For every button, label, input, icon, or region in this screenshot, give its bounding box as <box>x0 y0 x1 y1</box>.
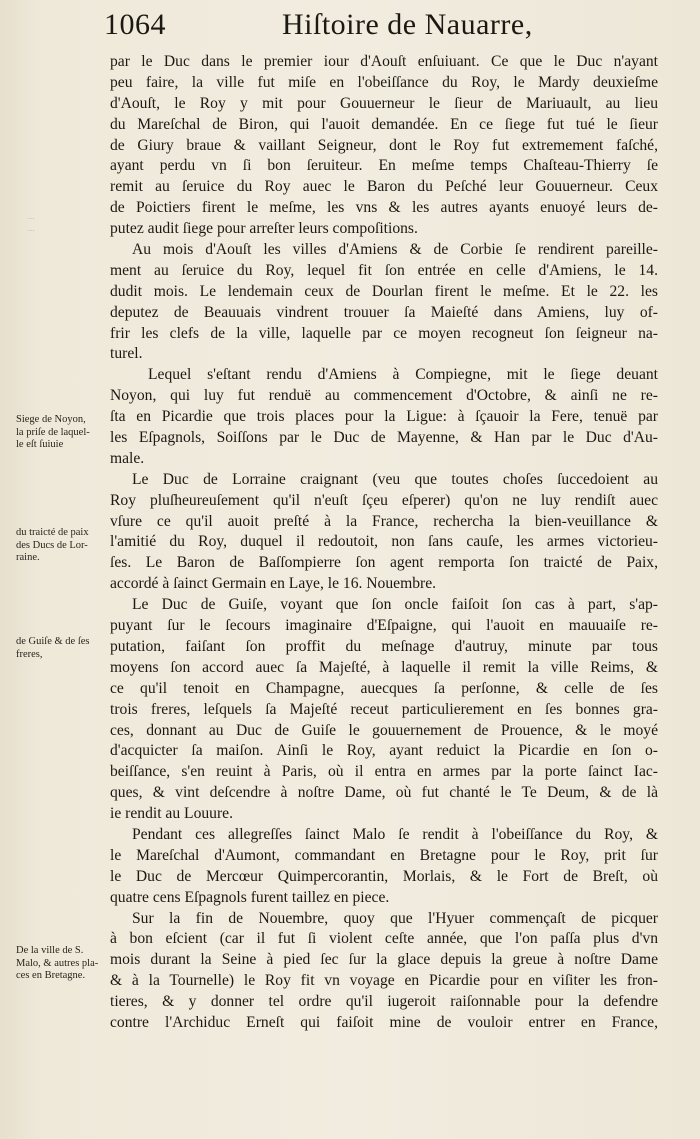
margin-note-line: des Ducs de Lor- <box>16 539 88 551</box>
text-line: Le Duc de Lorraine craignant (veu que toutes choſes ſuccedoient au <box>132 470 658 488</box>
text-line: putation, faiſant ſon proffit du meſnage d'autruy, minute par tous <box>110 637 658 655</box>
text-line: ſta en Picardie que trois places pour la Ligue: à ſçauoir la Fere, tenuë par <box>110 408 658 426</box>
margin-note-line: de Guiſe & de ſes <box>16 636 90 647</box>
text-line: d'acquicter ſa maiſon. Ainſi le Roy, ayant reduict la Picardie en ſon o- <box>110 742 658 760</box>
text-line: turel. <box>110 345 143 363</box>
text-line: du Mareſchal de Biron, qui l'auoit demandée. En ce ſiege fut tué le ſieur <box>110 115 658 133</box>
margin-note-line: le eſt ſuiuie <box>16 439 64 450</box>
text-line: ayant perdu vn ſi bon ſeruiteur. En meſme temps Chaſteau-Thierry ſe <box>110 157 658 175</box>
text-line: Au mois d'Aouſt les villes d'Amiens & de Corbie ſe rendirent pareille- <box>132 241 658 259</box>
text-line: mois durant la Seine à pied ſec ſur la glace depuis la greue à noſtre Dame <box>110 951 658 969</box>
faint-bleedthrough-note <box>28 210 112 234</box>
text-line: remit au ſeruice du Roy auec le Baron du Peſché leur Gouuerneur. Ceux <box>110 178 658 196</box>
text-line: moyens ſon accord auec ſa Majeſté, à laquelle il remit la ville Reims, & <box>110 658 658 676</box>
text-line: par le Duc dans le premier iour d'Aouſt enſuiuant. Ce que le Duc n'ayant <box>110 53 658 70</box>
text-line: ques, & vint deſcendre à noſtre Dame, où fut chanté le Te Deum, & de là <box>110 784 658 802</box>
text-line: ces, donnant au Duc de Guiſe le gouuernement de Prouence, & le moyé <box>110 721 658 739</box>
text-line: les Eſpagnols, Soiſſons par le Duc de Mayenne, & Han par le Duc d'Au- <box>110 429 658 447</box>
text-line: deputez de Beauuais vindrent trouuer ſa Maieſté dans Amiens, luy of- <box>110 303 658 321</box>
margin-note-line: la priſe de laquel- <box>16 426 90 438</box>
text-line: vſure ce qu'il auoit preſté à la France, rechercha la bien-veuillance & <box>110 512 658 530</box>
text-line: l'amitié du Roy, duquel il redoutoit, non ſans cauſe, les armes victorieu- <box>110 533 658 551</box>
margin-note-line: Malo, & autres pla- <box>16 957 99 969</box>
text-line: male. <box>110 449 145 467</box>
margin-note-saint-malo <box>16 945 112 983</box>
text-line: ie rendit au Louure. <box>110 805 233 823</box>
text-line: ſes. Le Baron de Baſſompierre ſon agent remporta ſon traicté de Paix, <box>110 554 658 572</box>
text-line: le Mareſchal d'Aumont, commandant en Bretagne pour le Roy, prit ſur <box>110 846 658 864</box>
text-line: de Poictiers firent le meſme, les vns & les autres ayants enuoyé leurs de- <box>110 199 658 217</box>
margin-note-line: raine. <box>16 552 40 563</box>
text-line: peu faire, la ville fut miſe en l'obeiſſance du Roy, le Mardy deuxieſme <box>110 73 658 91</box>
text-line: putez audit ſiege pour arreſter leurs compoſitions. <box>110 220 418 238</box>
text-line: puyant ſur le ſecours imaginaire d'Eſpaigne, qui l'auoit en mauuaiſe re- <box>110 617 658 635</box>
text-line: Noyon, qui luy fut renduë au commencement d'Octobre, & ainſi ne re- <box>110 387 658 405</box>
faint-note-line: ... <box>28 211 35 221</box>
margin-note-line: du traicté de paix <box>16 527 89 538</box>
text-line: Lequel s'eſtant rendu d'Amiens à Compiegne, mit le ſiege deuant <box>148 366 658 384</box>
margin-note-line: ces en Bretagne. <box>16 970 86 981</box>
text-line: dudit mois. Le lendemain ceux de Dourlan firent le meſme. Et le 22. les <box>110 282 658 300</box>
faint-note-line: ... <box>28 223 35 233</box>
margin-note-line: freres, <box>16 648 43 660</box>
margin-note-line: Siege de Noyon, <box>16 414 86 425</box>
text-line: Roy pluſheureuſement qu'il n'euſt ſçeu eſperer) qu'on ne luy rendiſt auec <box>110 491 658 509</box>
main-text <box>110 52 658 1034</box>
text-line: le Duc de Mercœur Quimpercorantin, Morlais, & le Fort de Breſt, où <box>110 867 658 885</box>
text-line: beiſſance, s'en reuint à Paris, où il entra en armes par la porte ſainct Iac- <box>110 763 658 781</box>
text-line: quatre cens Eſpagnols furent taillez en piece. <box>110 888 390 906</box>
text-line: accordé à ſainct Germain en Laye, le 16. Nouembre. <box>110 575 437 593</box>
text-line: Sur la fin de Nouembre, quoy que l'Hyuer commençaſt de picquer <box>132 909 658 927</box>
text-line: Le Duc de Guiſe, voyant que ſon oncle faiſoit ſon cas à part, s'ap- <box>132 596 658 614</box>
text-line: trois freres, leſquels ſa Majeſté receut particulierement en ſes bonnes gra- <box>110 700 658 718</box>
text-line: frir les clefs de la ville, laquelle par ce moyen recogneut ſon ſeigneur na- <box>110 324 658 342</box>
margin-note-line: De la ville de S. <box>16 945 84 956</box>
page-header <box>104 8 544 50</box>
text-line: tieres, & y donner tel ordre qu'il iugeroit raiſonnable pour la defendre <box>110 993 658 1011</box>
page-number: 1064 <box>104 8 166 41</box>
margin-note-guise <box>16 636 112 661</box>
text-line: ment au ſeruice du Roy, lequel fit ſon entrée en celle d'Amiens, le 14. <box>110 261 658 279</box>
text-line: & à la Tournelle) le Roy fit vn voyage en Picardie pour en viſiter les fron- <box>110 972 658 990</box>
text-line: à bon eſcient (car il fut ſi violent ceſte année, que l'on paſſa plus d'vn <box>110 930 658 948</box>
text-line: de Giury braue & vaillant Seigneur, dont le Roy fut extremement faſché, <box>110 136 658 154</box>
text-line: ce qu'il tenoit en Champagne, auecques ſa perſonne, & celle de ſes <box>110 679 658 697</box>
text-line: d'Aouſt, le Roy y mit pour Gouuerneur le ſieur de Mariuault, au lieu <box>110 94 658 112</box>
margin-note-siege-de-noyon <box>16 414 112 452</box>
margin-note-traicte-de-paix <box>16 527 112 565</box>
text-line: Pendant ces allegreſſes ſainct Malo ſe rendit à l'obeiſſance du Roy, & <box>132 825 658 843</box>
text-line: contre l'Archiduc Erneſt qui faiſoit mine de vouloir entrer en France, <box>110 1013 658 1031</box>
running-title: Hiſtoire de Nauarre, <box>282 8 533 41</box>
